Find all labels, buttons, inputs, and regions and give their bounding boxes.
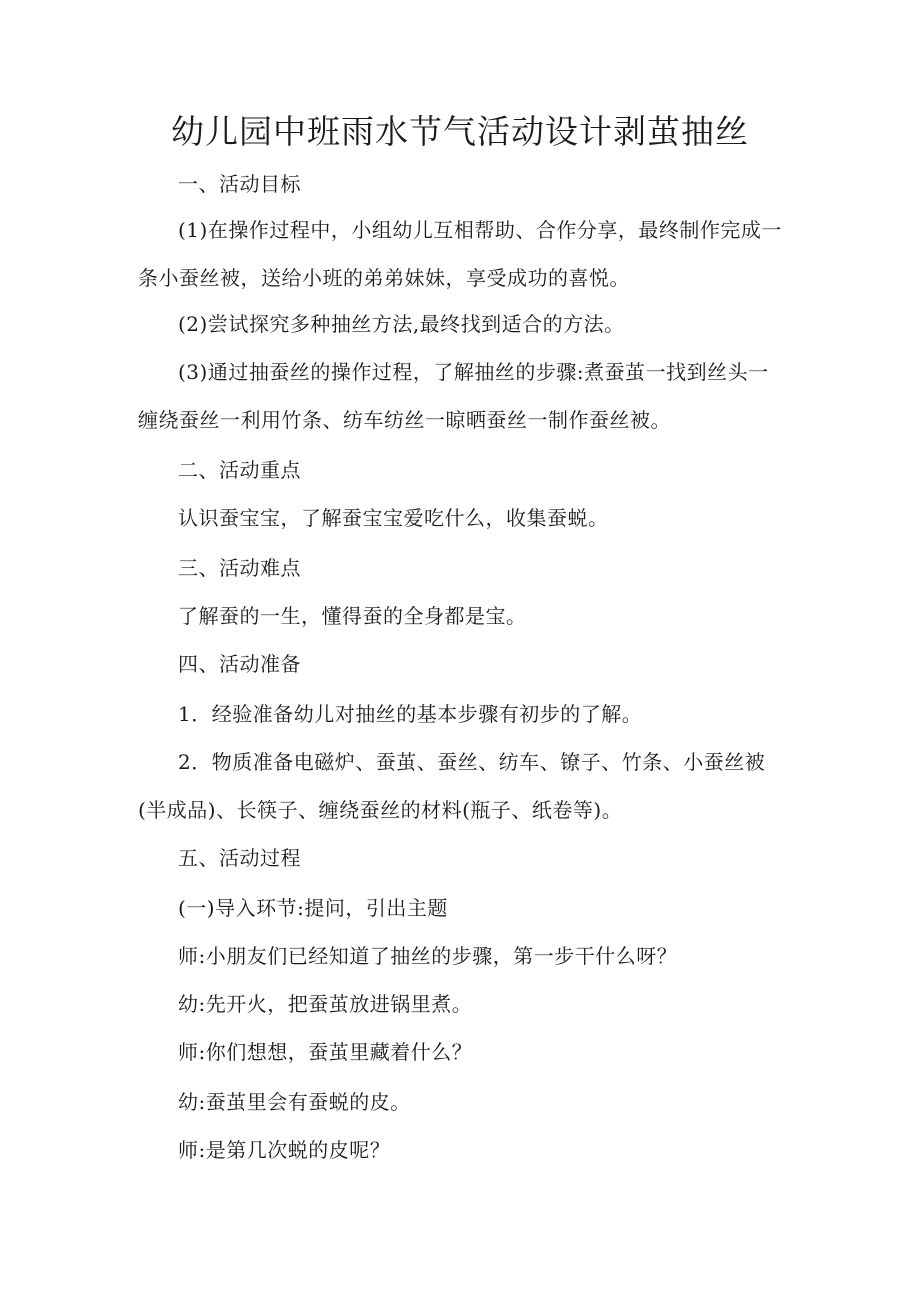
dialogue-line: 幼:蚕茧里会有蚕蜕的皮。 — [178, 1090, 411, 1114]
key-points-paragraph: 认识蚕宝宝，了解蚕宝宝爱吃什么，收集蚕蜕。 — [178, 506, 609, 530]
section-heading-preparation: 四、活动准备 — [178, 652, 301, 676]
section-heading-goals: 一、活动目标 — [178, 172, 301, 196]
dialogue-line: 师:你们想想，蚕茧里藏着什么？ — [178, 1040, 473, 1064]
goal-paragraph-1: (1)在操作过程中，小组幼儿互相帮助、合作分享，最终制作完成一条小蚕丝被，送给小班的弟弟妹妹，享受成功的喜悦。 — [138, 218, 782, 290]
section-heading-key-points: 二、活动重点 — [178, 458, 301, 482]
document-title: 幼儿园中班雨水节气活动设计剥茧抽丝 — [171, 112, 749, 151]
goal-paragraph-3: (3)通过抽蚕丝的操作过程，了解抽丝的步骤:煮蚕茧一找到丝头一缠绕蚕丝一利用竹条、纺车纺丝一晾晒蚕丝一制作蚕丝被。 — [138, 360, 769, 432]
preparation-item-2: 2．物质准备电磁炉、蚕茧、蚕丝、纺车、镣子、竹条、小蚕丝被(半成品)、长筷子、缠绕蚕丝的材料(瓶子、纸卷等)。 — [138, 750, 766, 822]
section-heading-process: 五、活动过程 — [178, 846, 301, 870]
difficulties-paragraph: 了解蚕的一生，懂得蚕的全身都是宝。 — [178, 604, 527, 628]
section-heading-difficulties: 三、活动难点 — [178, 556, 301, 580]
dialogue-line: 师:是第几次蜕的皮呢？ — [178, 1138, 391, 1162]
dialogue-line: 幼:先开火，把蚕茧放进锅里煮。 — [178, 992, 473, 1016]
preparation-item-1: 1．经验准备幼儿对抽丝的基本步骤有初步的了解。 — [178, 702, 643, 726]
goal-paragraph-2: (2)尝试探究多种抽丝方法,最终找到适合的方法。 — [178, 312, 625, 336]
process-step-intro: (一)导入环节:提问，引出主题 — [178, 896, 448, 920]
dialogue-line: 师:小朋友们已经知道了抽丝的步骤，第一步干什么呀？ — [178, 944, 678, 968]
